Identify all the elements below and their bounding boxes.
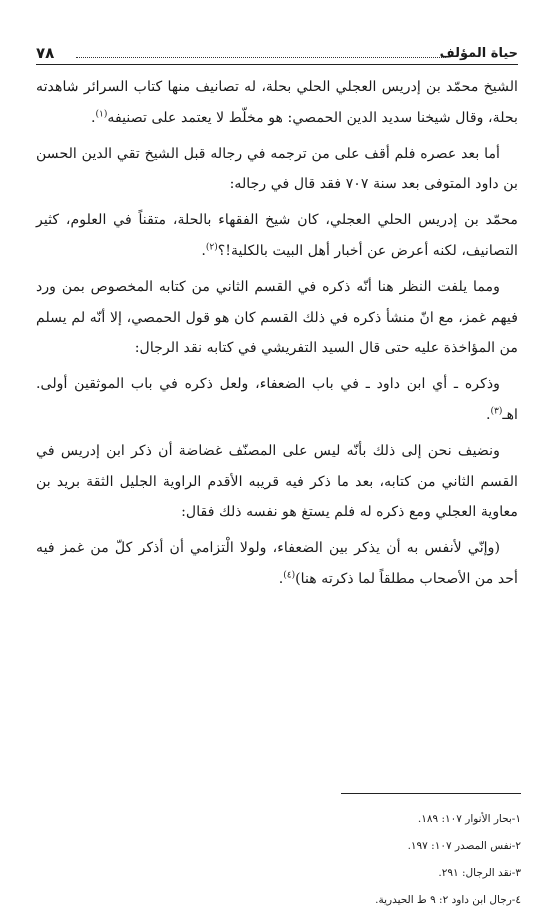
paragraph: الشيخ محمّد بن إدريس العجلي الحلي بحلة، له تصانيف منها كتاب السرائر شاهدته بحلة، وقال شيخنا سديد الدين الحمصي: هو مخلّط لا يعتمد على تصنيفه$^{(١)}$.: [36, 79, 518, 126]
running-header: [36, 40, 518, 65]
footnote-marker: (٤): [283, 570, 296, 581]
paragraph: وذكره ـ أي ابن داود ـ في باب الضعفاء، ولعل ذكره في باب الموثقين أولى. اهـ$^{(٣)}$.: [36, 376, 518, 423]
footnote-marker: (٢): [205, 242, 218, 253]
header-leader-dots: [76, 57, 446, 58]
footnote: ٤-رجال ابن داود ٢: ٩ ط الحيدرية.: [375, 894, 521, 906]
footnote: ٢-نفس المصدر ١٠٧: ١٩٧.: [407, 840, 521, 852]
footnote-separator: [341, 793, 521, 794]
footnote-marker: (١): [95, 109, 108, 120]
paragraph: ومما يلفت النظر هنا أنّه ذكره في القسم الثاني من كتابه المخصوص بمن ورد فيهم غمز، مع انّ منشأ ذكره في ذلك القسم كان هو قول الحمصي، إلا أنّه لم يسلم من المؤاخذة عليه حتى قال السيد التفريشي في كتابه نقد الرجال:: [36, 278, 518, 357]
footnote: ١-بحار الأنوار ١٠٧: ١٨٩.: [417, 813, 521, 825]
paragraph: (وإنّي لأنفس به أن يذكر بين الضعفاء، ولولا الْتزامي أن أذكر كلّ من غمز فيه أحد من الأصحاب مطلقاً لما ذكرته هنا)$^{(٤)}$.: [36, 540, 518, 587]
chapter-title: حياة المؤلف: [439, 46, 518, 61]
main-text: [36, 72, 518, 600]
page-number: ٧٨: [36, 44, 55, 62]
paragraph: أما بعد عصره فلم أقف على من ترجمه في رجاله قبل الشيخ تقي الدين الحسن بن داود المتوفى بعد سنة ٧٠٧ فقد قال في رجاله:: [36, 145, 518, 193]
footnote: ٣-نقد الرجال: ٢٩١.: [438, 867, 521, 879]
footnote-marker: (٣): [490, 406, 503, 417]
paragraph: ونضيف نحن إلى ذلك بأنّه ليس على المصنّف غضاضة أن ذكر ابن إدريس في القسم الثاني من كتابه، بعد ما ذكر فيه قريبه الأقدم الراوية الجليل الثقة بريد بن معاوية العجلي ومع ذكره له فلم يستغ هو نفسه ذلك فقال:: [36, 442, 518, 521]
paragraph: محمّد بن إدريس الحلي العجلي، كان شيخ الفقهاء بالحلة، متقناً في العلوم، كثير التصانيف، لكنه أعرض عن أخبار أهل البيت بالكلية!؟$^{(٢)}$.: [36, 212, 518, 259]
footnotes: [221, 806, 521, 914]
